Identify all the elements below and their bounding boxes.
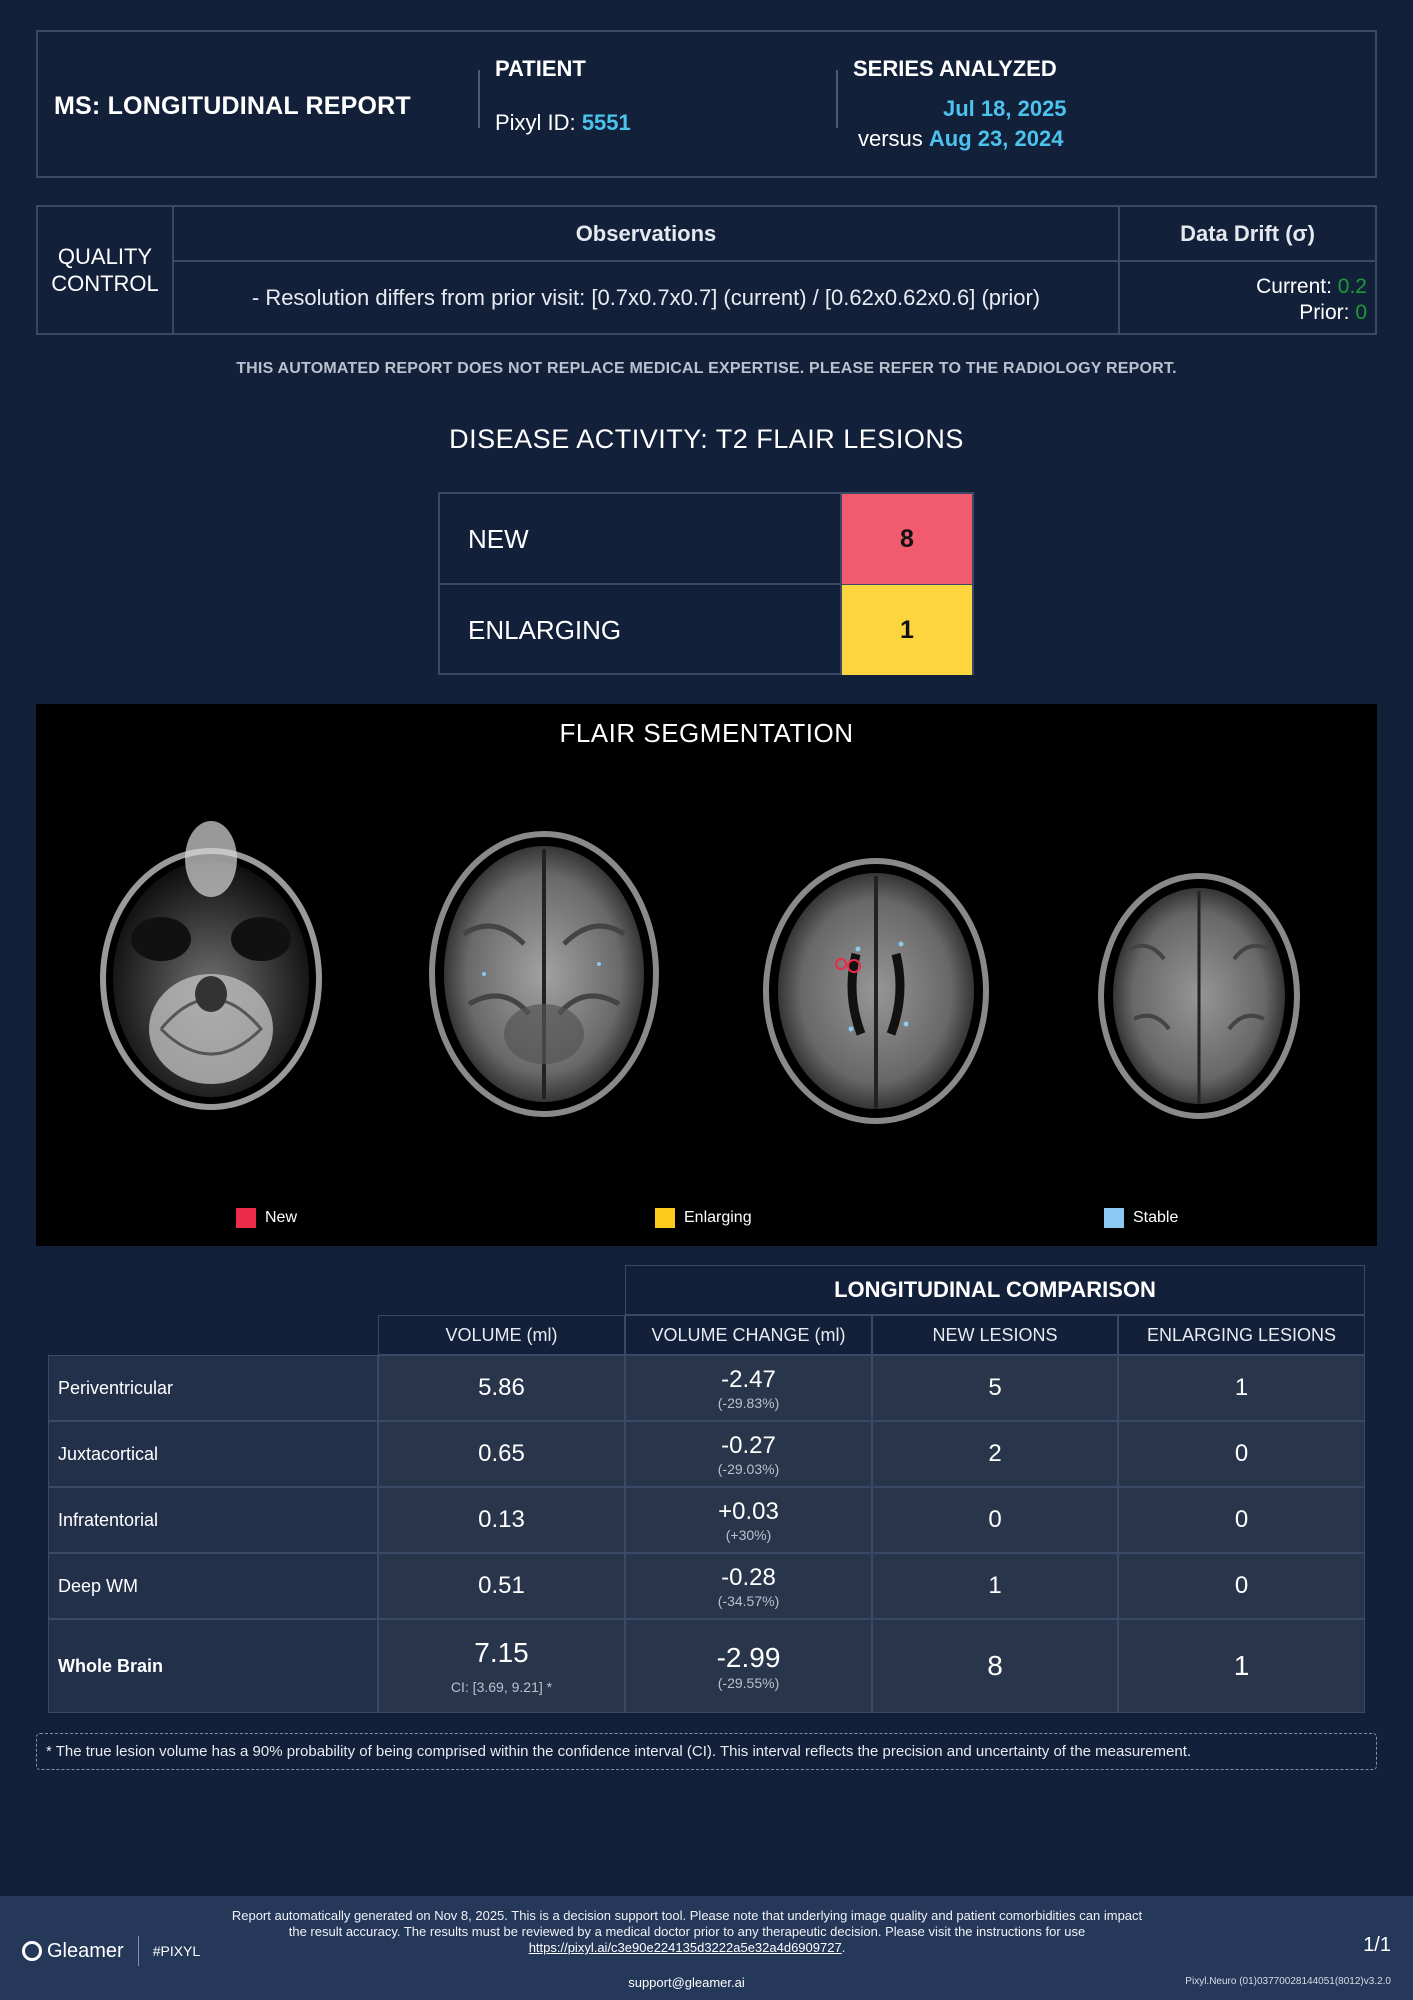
table-cell-volume-change	[625, 1355, 872, 1421]
volume-value: 0.51	[478, 1572, 525, 1599]
disclaimer: THIS AUTOMATED REPORT DOES NOT REPLACE MEDICAL EXPERTISE. PLEASE REFER TO THE RADIOLOGY REPORT.	[236, 360, 1177, 377]
enlarging-lesions-value: 0	[1234, 1440, 1249, 1467]
data-drift-heading: Data Drift (σ)	[1120, 207, 1375, 262]
disease-activity-title: DISEASE ACTIVITY: T2 FLAIR LESIONS	[449, 424, 964, 454]
table-cell-volume-change	[625, 1553, 872, 1619]
versus-label: versus	[858, 126, 923, 151]
volume-change-percent: (-29.83%)	[717, 1394, 780, 1411]
legend-swatch	[236, 1208, 256, 1228]
table-cell-new-lesions	[872, 1421, 1118, 1487]
page-number: 1/1	[1363, 1934, 1391, 1956]
quality-control-table	[36, 205, 1377, 335]
drift-current-value: 0.2	[1337, 275, 1367, 298]
table-cell-enlarging-lesions	[1118, 1553, 1365, 1619]
activity-row-new	[440, 494, 972, 585]
table-cell-volume-total	[378, 1619, 625, 1713]
legend-swatch	[655, 1208, 675, 1228]
drift-current-label: Current:	[1256, 275, 1332, 298]
volume-change-value: +0.03	[718, 1497, 779, 1525]
header-divider	[478, 70, 480, 128]
table-cell-new-lesions	[872, 1553, 1118, 1619]
series-heading: SERIES ANALYZED	[853, 56, 1057, 81]
instructions-link[interactable]: https://pixyl.ai/c3e90e224135d3222a5e32a4d6909727	[528, 1940, 842, 1955]
volume-change-percent: (+30%)	[725, 1526, 772, 1543]
prior-series-date: Aug 23, 2024	[928, 126, 1064, 151]
total-volume-value: 7.15	[474, 1637, 529, 1668]
activity-label: ENLARGING	[440, 585, 842, 675]
enlarging-lesions-value: 0	[1234, 1506, 1249, 1533]
new-lesions-value: 5	[988, 1374, 1002, 1401]
column-header-volume: VOLUME (ml)	[378, 1315, 625, 1355]
drift-prior-value: 0	[1355, 301, 1367, 324]
volume-change-value: -0.27	[721, 1431, 776, 1459]
pixyl-id-label: Pixyl ID:	[495, 110, 576, 135]
volume-change-value: -2.47	[721, 1365, 776, 1393]
gleamer-logo-icon	[22, 1941, 42, 1961]
confidence-interval: CI: [3.69, 9.21] *	[450, 1679, 553, 1695]
region-label: Deep WM	[48, 1553, 378, 1619]
brand-logo	[22, 1936, 200, 1966]
table-cell-volume-change	[625, 1487, 872, 1553]
region-label-whole-brain: Whole Brain	[48, 1619, 378, 1713]
column-header-enlarging-lesions: ENLARGING LESIONS	[1118, 1315, 1365, 1355]
table-cell-enlarging-lesions	[1118, 1421, 1365, 1487]
mri-slice-ventricular	[756, 854, 996, 1129]
column-header-new-lesions: NEW LESIONS	[872, 1315, 1118, 1355]
legend-label: New	[265, 1209, 298, 1226]
activity-count-enlarging: 1	[842, 585, 972, 675]
pixyl-id-line	[495, 110, 631, 136]
mri-slice-infratentorial	[91, 819, 331, 1119]
table-cell-volume-change	[625, 1421, 872, 1487]
current-series-date: Jul 18, 2025	[943, 96, 1067, 121]
footer-disclaimer	[222, 1908, 1152, 1956]
table-cell-new-lesions	[872, 1355, 1118, 1421]
activity-row-enlarging	[440, 585, 972, 675]
legend-enlarging	[655, 1208, 752, 1228]
brand-name: Gleamer	[47, 1939, 124, 1962]
new-lesions-value: 2	[988, 1440, 1002, 1467]
data-drift-values	[1120, 262, 1375, 333]
table-cell-volume	[378, 1553, 625, 1619]
table-cell-volume	[378, 1487, 625, 1553]
enlarging-lesions-value: 0	[1234, 1572, 1249, 1599]
legend-new	[236, 1208, 297, 1228]
confidence-interval-footnote: * The true lesion volume has a 90% probability of being comprised within the confidence interval (CI). This interval reflects the precision and uncertainty of the measurement.	[36, 1733, 1377, 1770]
report-footer	[0, 1896, 1413, 2000]
total-new-lesions-value: 8	[987, 1650, 1003, 1681]
flair-segmentation-title: FLAIR SEGMENTATION	[559, 718, 854, 748]
drift-prior	[1120, 300, 1367, 326]
footer-divider	[138, 1936, 139, 1966]
mri-slice-vertex	[1094, 869, 1304, 1124]
legend-label: Enlarging	[684, 1209, 752, 1226]
footer-disclaimer-end: .	[841, 1940, 846, 1955]
mri-slice-basal	[424, 824, 664, 1119]
table-cell-volume	[378, 1355, 625, 1421]
legend-swatch	[1104, 1208, 1124, 1228]
region-label: Infratentorial	[48, 1487, 378, 1553]
volume-change-percent: (-29.03%)	[717, 1460, 780, 1477]
table-cell-enlarging-lesions	[1118, 1487, 1365, 1553]
legend-label: Stable	[1133, 1209, 1179, 1226]
table-cell-new-lesions-total	[872, 1619, 1118, 1713]
report-header	[36, 30, 1377, 178]
table-cell-new-lesions	[872, 1487, 1118, 1553]
observations-heading: Observations	[174, 207, 1120, 262]
total-volume-change-percent: (-29.55%)	[717, 1674, 780, 1691]
longitudinal-comparison-heading: LONGITUDINAL COMPARISON	[625, 1265, 1365, 1315]
region-label: Periventricular	[48, 1355, 378, 1421]
prior-series-line	[858, 126, 1063, 152]
total-enlarging-lesions-value: 1	[1233, 1650, 1250, 1681]
new-lesions-value: 0	[988, 1506, 1002, 1533]
activity-count-new: 8	[842, 494, 972, 584]
table-cell-enlarging-lesions	[1118, 1355, 1365, 1421]
support-email[interactable]: support@gleamer.ai	[628, 1975, 745, 1990]
header-divider	[836, 70, 838, 128]
table-cell-volume	[378, 1421, 625, 1487]
footer-disclaimer-text: Report automatically generated on Nov 8, 2025. This is a decision support tool. Please note that underlying image quality and patient comorbidities can impact the result accuracy. The results must be reviewed by a medical doctor prior to any therapeutic decision. Please visit the instructions for use	[231, 1908, 1143, 1939]
device-identifier: Pixyl.Neuro (01)03770028144051(8012)v3.2.0	[1185, 1976, 1391, 1987]
patient-heading: PATIENT	[495, 56, 586, 81]
new-lesions-value: 1	[988, 1572, 1002, 1599]
quality-control-label: QUALITY CONTROL	[38, 207, 174, 333]
drift-current	[1120, 274, 1367, 300]
table-cell-volume-change-total	[625, 1619, 872, 1713]
pixyl-id-value: 5551	[581, 110, 631, 135]
disease-activity-table	[438, 492, 974, 675]
table-cell-enlarging-lesions-total	[1118, 1619, 1365, 1713]
pixyl-brand: #PIXYL	[152, 1943, 201, 1959]
legend-stable	[1104, 1208, 1178, 1228]
report-title: MS: LONGITUDINAL REPORT	[54, 92, 411, 120]
volume-value: 0.65	[478, 1440, 525, 1467]
volume-change-value: -0.28	[721, 1563, 776, 1591]
volume-value: 5.86	[478, 1374, 525, 1401]
volume-change-percent: (-34.57%)	[717, 1592, 780, 1609]
region-label: Juxtacortical	[48, 1421, 378, 1487]
activity-label: NEW	[440, 494, 842, 584]
drift-prior-label: Prior:	[1299, 301, 1350, 324]
column-header-volume-change: VOLUME CHANGE (ml)	[625, 1315, 872, 1355]
volume-value: 0.13	[478, 1506, 525, 1533]
flair-segmentation-panel	[36, 704, 1377, 1246]
observation-text: - Resolution differs from prior visit: [0.7x0.7x0.7] (current) / [0.62x0.62x0.6] (prior)	[174, 262, 1120, 333]
total-volume-change-value: -2.99	[716, 1641, 781, 1673]
enlarging-lesions-value: 1	[1234, 1374, 1249, 1401]
